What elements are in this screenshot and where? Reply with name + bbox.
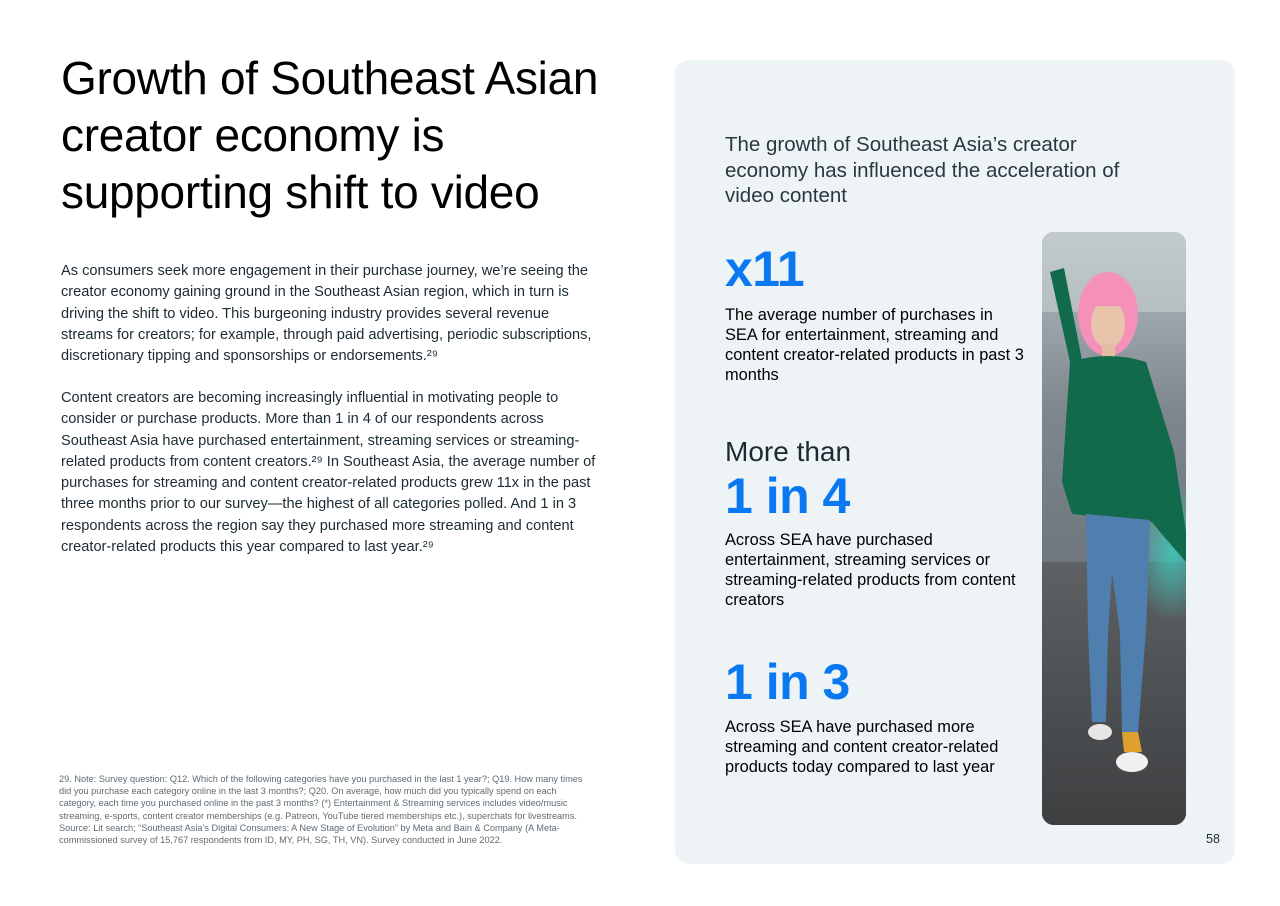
page-number: 58 [1206, 832, 1220, 846]
footnote: 29. Note: Survey question: Q12. Which of the following categories have you purchased in the last 1 year?; Q19. How many times did you purchase each category online in the last 3 months?; Q20. On average, how much did you typically spend on each category, each time you purchased online in the past 3 months? (*) Entertainment & Streaming services includes video/music streaming, e-sports, content creator memberships (e.g. Patreon, YouTube tiered memberships etc.), superchats for livestreams. Source: Lit search; “Southeast Asia’s Digital Consumers: A New Stage of Evolution” by Meta and Bain & Company (A Meta-commissioned survey of 15,767 respondents from ID, MY, PH, SG, TH, VN). Survey conducted in June 2022. [59, 774, 583, 846]
page-title: Growth of Southeast Asian creator economy is supporting shift to video [61, 52, 599, 218]
creator-photo [1042, 232, 1186, 825]
creator-illustration [1042, 232, 1186, 825]
body-paragraph: As consumers seek more engagement in their purchase journey, we’re seeing the creator economy gaining ground in the Southeast Asian region, which in turn is driving the shift to video. This burgeoning industry provides several revenue streams for creators; for example, through paid advertising, periodic subscriptions, discretionary tipping and sponsorships or endorsements.²⁹ [61, 263, 592, 365]
panel-intro: The growth of Southeast Asia’s creator economy has influenced the acceleration of video content [725, 133, 1120, 207]
stat-value-x11: x11 [725, 241, 805, 297]
stat-value-1-in-3: 1 in 3 [725, 654, 850, 710]
stat-description: Across SEA have purchased entertainment, streaming services or streaming-related products from content creators [725, 531, 1016, 609]
stat-description: The average number of purchases in SEA for entertainment, streaming and content creator-related products in past 3 months [725, 306, 1024, 384]
stat-description: Across SEA have purchased more streaming and content creator-related products today compared to last year [725, 718, 999, 776]
body-paragraph: Content creators are becoming increasingly influential in motivating people to consider or purchase products. More than 1 in 4 of our respondents across Southeast Asia have purchased entertainment, streaming services or streaming-related products from content creators.²⁹ In Southeast Asia, the average number of purchases for streaming and content creator-related products grew 11x in the past three months prior to our survey—the highest of all categories polled. And 1 in 3 respondents across the region say they purchased more streaming and content creator-related products this year compared to last year.²⁹ [61, 390, 596, 556]
stat-value-1-in-4: 1 in 4 [725, 468, 850, 524]
stats-panel [675, 60, 1235, 864]
stat-lead: More than [725, 436, 852, 467]
